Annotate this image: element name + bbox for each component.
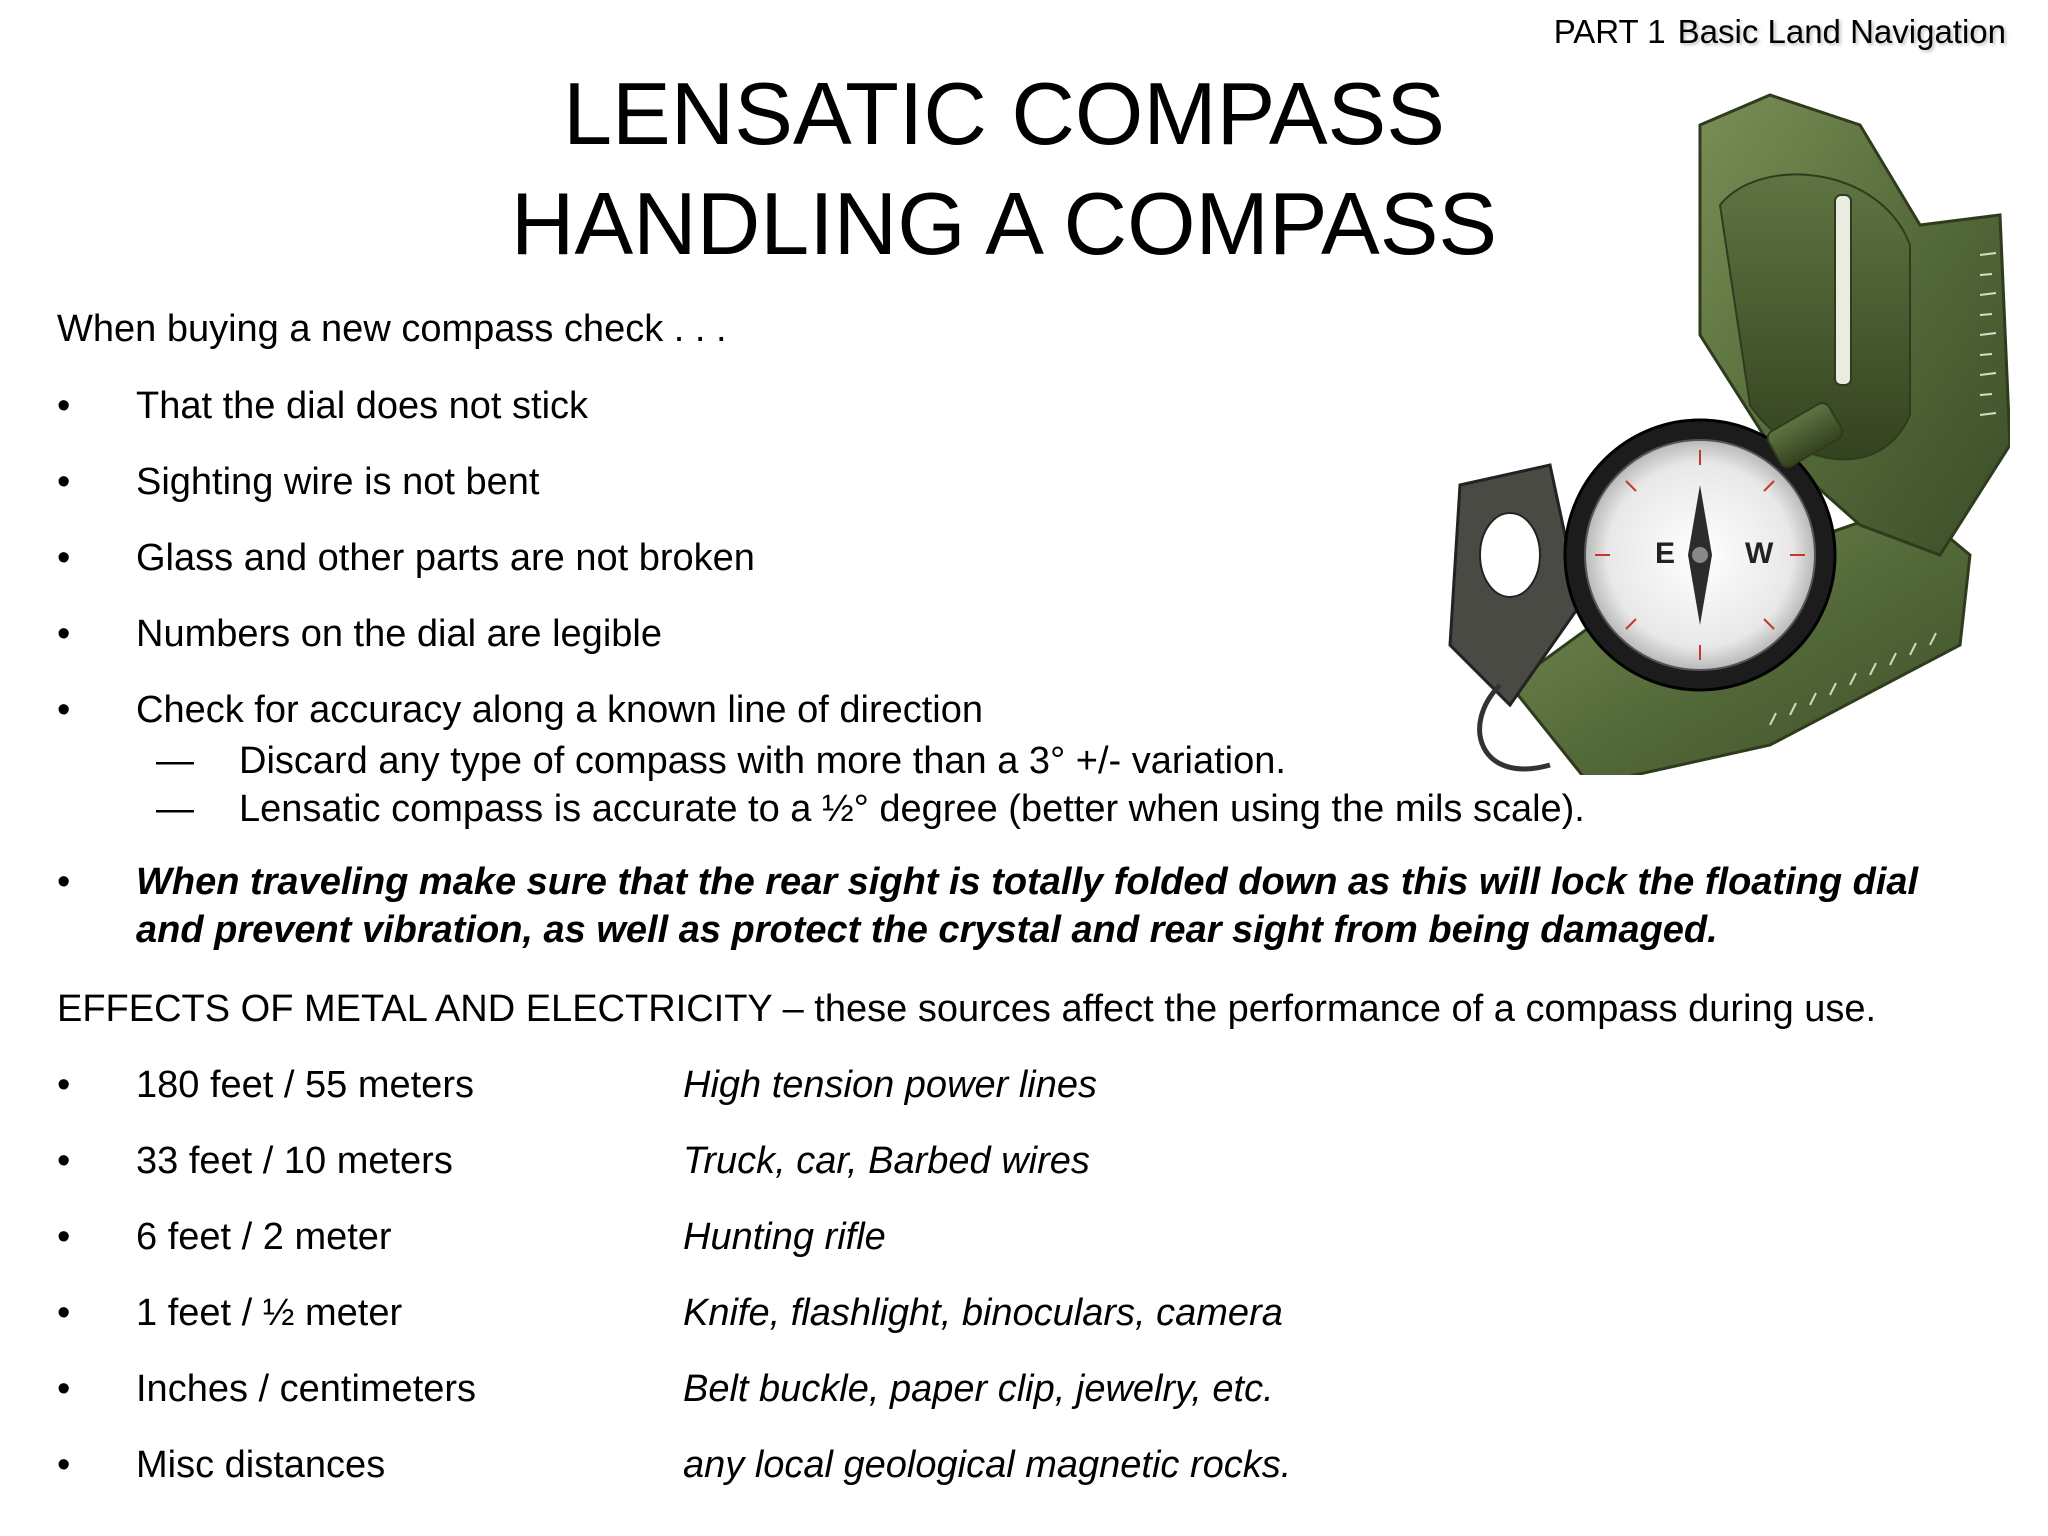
check-list (0, 382, 1500, 734)
effect-source: any local geological magnetic rocks. (683, 1444, 1292, 1486)
effect-source: High tension power lines (683, 1064, 1098, 1106)
effect-source: Truck, car, Barbed wires (683, 1140, 1090, 1182)
rear-sight-lens (1480, 513, 1540, 597)
list-item (0, 382, 1500, 458)
effect-distance: 33 feet / 10 meters (136, 1140, 453, 1182)
dial-label-w: W (1745, 537, 1774, 570)
needle-pivot (1692, 547, 1708, 563)
bullet: • (57, 461, 71, 503)
bullet: • (57, 385, 71, 427)
sub-check-text: Discard any type of compass with more than a 3° +/- variation. (239, 740, 1286, 782)
bullet: • (57, 537, 71, 579)
effect-distance: 180 feet / 55 meters (136, 1064, 474, 1106)
effect-distance: Misc distances (136, 1444, 386, 1486)
list-item (0, 686, 1500, 734)
effect-distance: 6 feet / 2 meter (136, 1216, 392, 1258)
table-row (0, 1137, 1500, 1213)
effect-distance: 1 feet / ½ meter (136, 1292, 403, 1334)
check-item: Sighting wire is not bent (136, 461, 540, 503)
table-row (0, 1441, 1500, 1489)
dial-label-e: E (1655, 537, 1676, 570)
bullet: • (57, 1368, 71, 1410)
bullet: • (57, 1140, 71, 1182)
check-item: Glass and other parts are not broken (136, 537, 755, 579)
check-item: Check for accuracy along a known line of direction (136, 689, 984, 731)
bullet: • (57, 1444, 71, 1486)
effect-source: Knife, flashlight, binoculars, camera (683, 1292, 1283, 1334)
table-row (0, 1289, 1500, 1365)
list-item (0, 458, 1500, 534)
bullet: • (57, 1292, 71, 1334)
list-item (0, 610, 1500, 686)
sub-check-text: Lensatic compass is accurate to a ½° degree (better when using the mils scale). (239, 788, 1585, 830)
list-item (0, 534, 1500, 610)
sighting-wire (1835, 195, 1851, 385)
table-row (0, 1061, 1500, 1137)
effect-source: Hunting rifle (683, 1216, 886, 1258)
compass-icon (1440, 85, 2010, 775)
bullet: • (57, 689, 71, 731)
dash: — (156, 740, 194, 782)
effect-source: Belt buckle, paper clip, jewelry, etc. (683, 1368, 1274, 1410)
part-label: PART 1 (1553, 13, 1666, 50)
bullet: • (57, 613, 71, 655)
page-title-line-2: HANDLING A COMPASS (510, 174, 1498, 273)
header-tag (1554, 10, 2006, 54)
lensatic-compass-illustration (1440, 85, 2010, 775)
intro-text: When buying a new compass check . . . (57, 308, 727, 350)
check-item: That the dial does not stick (136, 385, 589, 427)
effect-distance: Inches / centimeters (136, 1368, 477, 1410)
bullet: • (57, 1216, 71, 1258)
page-title-line-1: LENSATIC COMPASS (563, 64, 1445, 163)
effects-list (0, 1061, 1500, 1489)
travel-note: When traveling make sure that the rear sight is totally folded down as this will lock the floating dial and prevent vibration, as well as protect the crystal and rear sight from being damaged. (136, 861, 1919, 951)
bullet: • (57, 861, 71, 903)
course-title: Basic Land Navigation (1677, 13, 2006, 50)
dash: — (156, 788, 194, 830)
table-row (0, 1365, 1500, 1441)
bullet: • (57, 1064, 71, 1106)
table-row (0, 1213, 1500, 1289)
check-item: Numbers on the dial are legible (136, 613, 662, 655)
effects-heading: EFFECTS OF METAL AND ELECTRICITY – these sources affect the performance of a compass during use. (57, 988, 1877, 1030)
